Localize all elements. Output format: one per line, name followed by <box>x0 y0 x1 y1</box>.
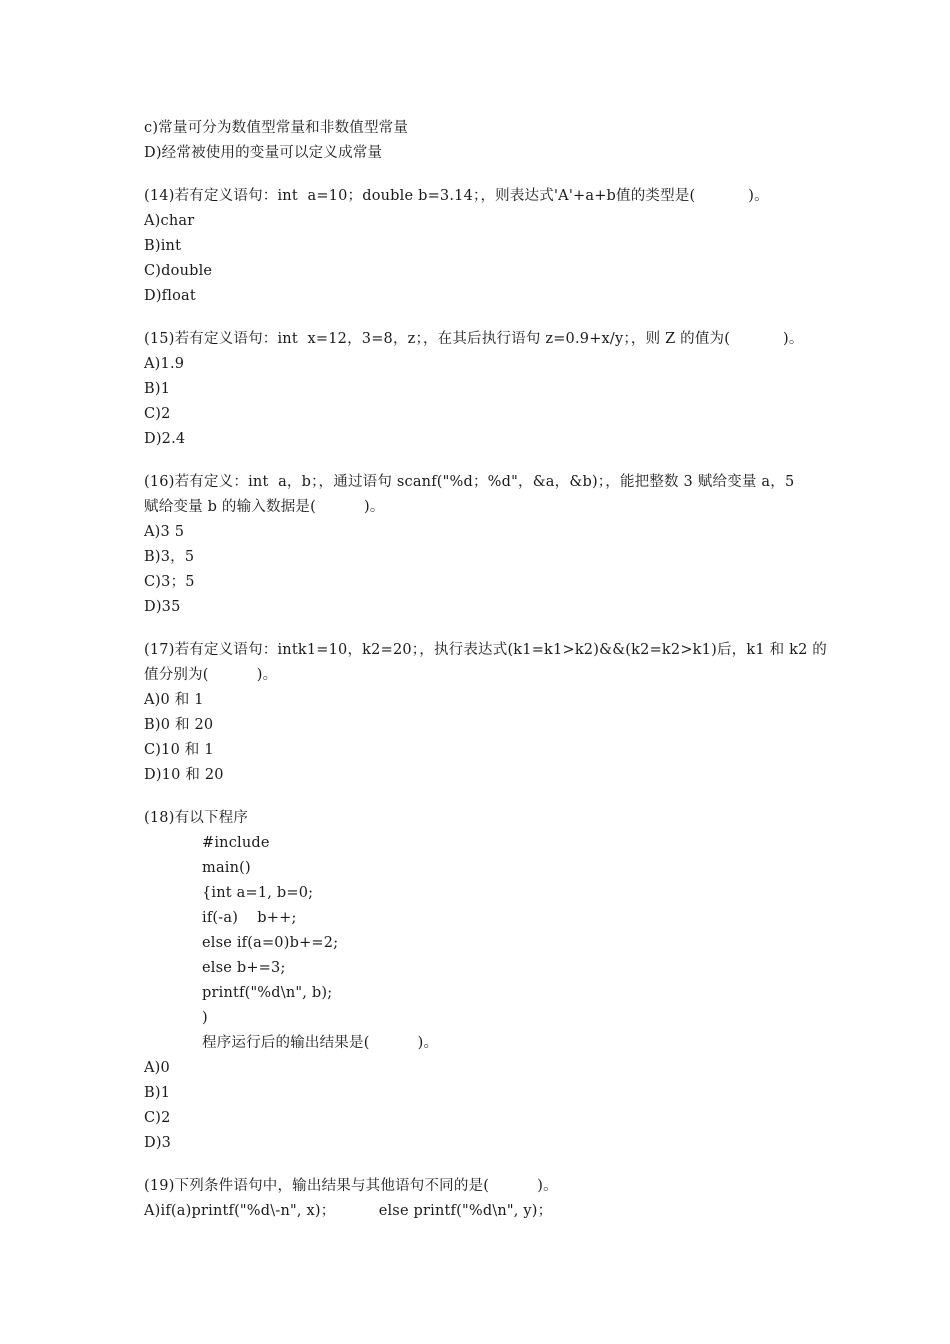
option-c-prev: c)常量可分为数值型常量和非数值型常量 <box>144 120 409 136</box>
document-page <box>144 116 828 1224</box>
question-stem-line-2: 赋给变量 b 的输入数据是( )。 <box>144 499 385 515</box>
option-d-prev: D)经常被使用的变量可以定义成常量 <box>144 145 383 161</box>
option-a: A)if(a)printf("%d\-n", x)； else printf("%d\n", y)； <box>144 1203 553 1219</box>
code-line: else b+=3; <box>202 960 286 976</box>
question-stem-line-2: 值分别为( )。 <box>144 667 278 683</box>
option-d: D)2.4 <box>144 431 186 447</box>
option-c: C)2 <box>144 406 171 422</box>
option-b: B)3，5 <box>144 549 195 565</box>
question-14 <box>144 184 824 309</box>
option-a: A)0 和 1 <box>144 692 204 708</box>
option-b: B)0 和 20 <box>144 717 214 733</box>
option-b: B)1 <box>144 381 171 397</box>
question-stem: (15)若有定义语句：int x=12，3=8，z；，在其后执行语句 z=0.9+x/y；，则 Z 的值为( )。 <box>144 331 804 347</box>
code-line: {int a=1, b=0; <box>202 885 314 901</box>
option-d: D)35 <box>144 599 181 615</box>
code-line: main() <box>202 860 251 876</box>
option-a: A)char <box>144 213 195 229</box>
option-a: A)0 <box>144 1060 170 1076</box>
option-c: C)2 <box>144 1110 171 1126</box>
option-a: A)3 5 <box>144 524 185 540</box>
question-16 <box>144 470 824 620</box>
question-stem: (19)下列条件语句中，输出结果与其他语句不同的是( )。 <box>144 1178 558 1194</box>
question-19 <box>144 1174 824 1224</box>
question-stem-line-1: (17)若有定义语句：intk1=10，k2=20；，执行表达式(k1=k1>k2)&&(k2=k2>k1)后，k1 和 k2 的 <box>144 642 828 658</box>
question-18 <box>144 806 824 1156</box>
question-15 <box>144 327 824 452</box>
option-d: D)10 和 20 <box>144 767 224 783</box>
option-d: D)3 <box>144 1135 172 1151</box>
option-b: B)int <box>144 238 182 254</box>
question-prompt: 程序运行后的输出结果是( )。 <box>202 1035 439 1051</box>
code-line: if(-a) b++; <box>202 910 297 926</box>
question-17 <box>144 638 828 788</box>
option-c: C)3；5 <box>144 574 195 590</box>
question-stem: (14)若有定义语句：int a=10；double b=3.14；，则表达式'A'+a+b值的类型是( )。 <box>144 188 769 204</box>
question-stem: (18)有以下程序 <box>144 810 249 826</box>
question-stem-line-1: (16)若有定义：int a，b；，通过语句 scanf("%d；%d"，&a，&b)；，能把整数 3 赋给变量 a，5 <box>144 474 795 490</box>
option-a: A)1.9 <box>144 356 185 372</box>
option-c: C)10 和 1 <box>144 742 214 758</box>
option-d: D)float <box>144 288 196 304</box>
option-b: B)1 <box>144 1085 171 1101</box>
option-c: C)double <box>144 263 213 279</box>
code-line: #include <box>202 835 270 851</box>
code-line: printf("%d\n", b); <box>202 985 333 1001</box>
code-line: else if(a=0)b+=2; <box>202 935 339 951</box>
code-line: ) <box>202 1010 208 1026</box>
